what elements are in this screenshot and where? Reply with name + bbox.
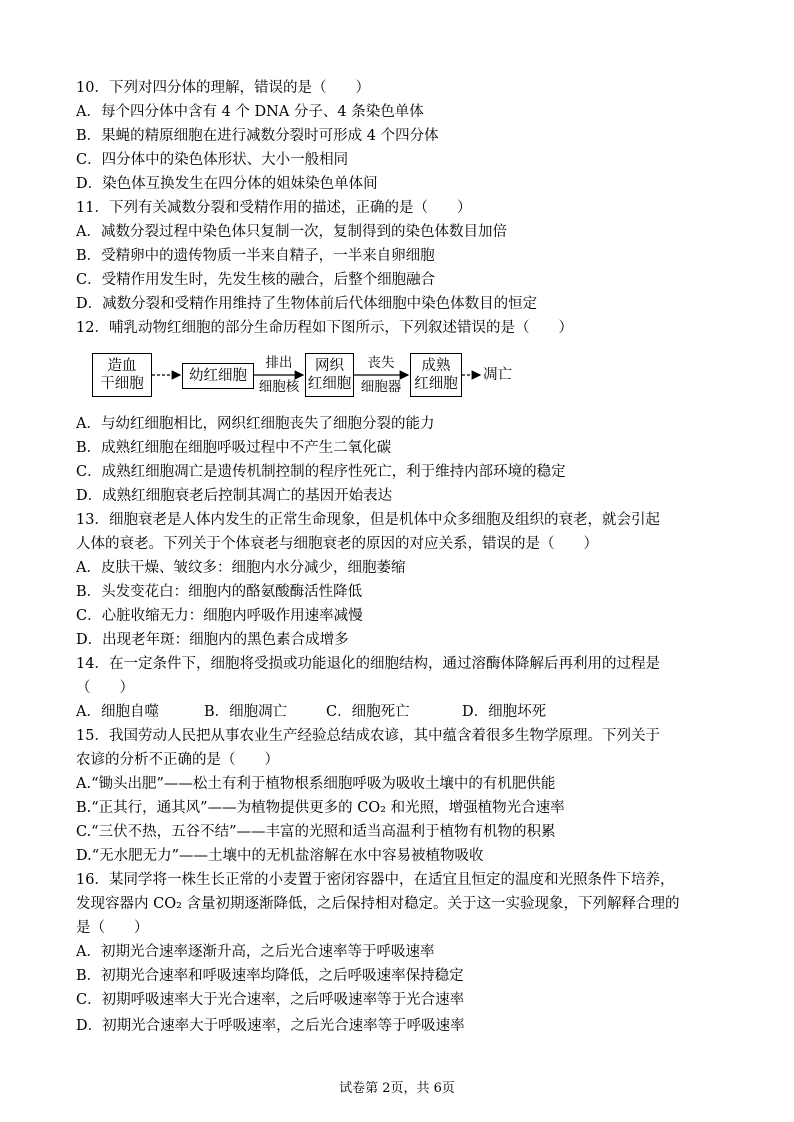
question-13-option-c: C．心脏收缩无力：细胞内呼吸作用速率减慢 xyxy=(76,608,363,624)
box-4-line-2: 红细胞 xyxy=(414,376,458,392)
question-12-option-a: A．与幼红细胞相比，网织红细胞丧失了细胞分裂的能力 xyxy=(76,416,435,432)
question-16-stem-line-1: 16．某同学将一株生长正常的小麦置于密闭容器中，在适宜且恒定的温度和光照条件下培养， xyxy=(76,872,675,888)
box-hematopoietic-stem-cell xyxy=(92,353,152,397)
question-12-option-c: C．成熟红细胞凋亡是遗传机制控制的程序性死亡，利于维持内部环境的稳定 xyxy=(76,464,566,480)
question-15-option-d: D.“无水肥无力”——土壤中的无机盐溶解在水中容易被植物吸收 xyxy=(76,848,484,864)
question-15-option-a: A.“锄头出肥”——松土有利于植物根系细胞呼吸为吸收土壤中的有机肥供能 xyxy=(76,776,556,792)
question-15-option-c: C.“三伏不热，五谷不结”——丰富的光照和适当高温利于植物有机物的积累 xyxy=(76,824,556,840)
question-13-option-d: D．出现老年斑：细胞内的黑色素合成增多 xyxy=(76,632,349,648)
question-10-stem: 10．下列对四分体的理解，错误的是（ ） xyxy=(76,80,370,96)
box-2-label: 幼红细胞 xyxy=(189,368,247,384)
question-14-option-d: D．细胞坏死 xyxy=(462,704,547,720)
question-16-stem-line-2: 发现容器内 CO₂ 含量初期逐渐降低，之后保持相对稳定。关于这一实验现象，下列解释合理的 xyxy=(76,896,680,912)
arrow-3-bottom-label: 细胞器 xyxy=(360,379,402,395)
box-reticulocyte xyxy=(305,353,354,397)
question-14-options xyxy=(76,700,546,724)
arrow-2-top-label: 排出 xyxy=(265,355,293,371)
question-16-option-d: D．初期光合速率大于呼吸速率，之后光合速率等于呼吸速率 xyxy=(76,1018,465,1034)
question-16-option-c: C．初期呼吸速率大于光合速率，之后呼吸速率等于光合速率 xyxy=(76,992,465,1008)
question-13-option-b: B．头发变花白：细胞内的酪氨酸酶活性降低 xyxy=(76,584,363,600)
question-16-stem-line-3: 是（ ） xyxy=(76,920,149,936)
question-16-option-b: B．初期光合速率和呼吸速率均降低，之后呼吸速率保持稳定 xyxy=(76,968,464,984)
question-10-option-a: A．每个四分体中含有 4 个 DNA 分子、4 条染色单体 xyxy=(76,104,424,120)
question-12-option-b: B．成熟红细胞在细胞呼吸过程中不产生二氧化碳 xyxy=(76,440,392,456)
question-15-stem-line-2: 农谚的分析不正确的是（ ） xyxy=(76,752,279,768)
box-mature-red-cell xyxy=(410,353,462,397)
question-15-stem-line-1: 15．我国劳动人民把从事农业生产经验总结成农谚，其中蕴含着很多生物学原理。下列关于 xyxy=(76,728,660,744)
box-3-line-1: 网织 xyxy=(315,358,344,374)
arrow-3-top-label: 丧失 xyxy=(367,355,395,371)
question-14-option-b: B．细胞凋亡 xyxy=(204,704,288,720)
box-1-line-1: 造血 xyxy=(107,358,137,374)
question-11-option-b: B．受精卵中的遗传物质一半来自精子，一半来自卵细胞 xyxy=(76,248,435,264)
box-3-line-2: 红细胞 xyxy=(307,376,352,392)
question-14-stem-line-1: 14．在一定条件下，细胞将受损或功能退化的细胞结构，通过溶酶体降解后再利用的过程是 xyxy=(76,656,660,672)
question-13-stem-line-2: 人体的衰老。下列关于个体衰老与细胞衰老的原因的对应关系，错误的是（ ） xyxy=(76,536,598,552)
question-10-option-b: B．果蝇的精原细胞在进行减数分裂时可形成 4 个四分体 xyxy=(76,128,439,144)
question-10-option-c: C．四分体中的染色体形状、大小一般相同 xyxy=(76,152,349,168)
question-11-stem: 11．下列有关减数分裂和受精作用的描述，正确的是（ ） xyxy=(76,200,472,216)
question-13-stem-line-1: 13．细胞衰老是人体内发生的正常生命现象，但是机体中众多细胞及组织的衰老，就会引起 xyxy=(76,512,660,528)
apoptosis-label: 凋亡 xyxy=(483,367,512,383)
question-11-option-a: A．减数分裂过程中染色体只复制一次，复制得到的染色体数目加倍 xyxy=(76,224,507,240)
question-11-option-c: C．受精作用发生时，先发生核的融合，后整个细胞融合 xyxy=(76,272,436,288)
question-15-option-b: B.“正其行，通其风”——为植物提供更多的 CO₂ 和光照，增强植物光合速率 xyxy=(76,800,565,816)
question-13-option-a: A．皮肤干燥、皱纹多：细胞内水分减少，细胞萎缩 xyxy=(76,560,406,576)
question-16-option-a: A．初期光合速率逐渐升高，之后光合速率等于呼吸速率 xyxy=(76,944,435,960)
box-erythroblast xyxy=(182,363,254,389)
page-footer: 试卷第 2页，共 6页 xyxy=(339,1081,455,1096)
box-1-line-2: 干细胞 xyxy=(100,376,144,392)
box-4-line-1: 成熟 xyxy=(421,358,451,374)
question-14-stem-line-2: （ ） xyxy=(76,680,134,696)
question-11-option-d: D．减数分裂和受精作用维持了生物体前后代体细胞中染色体数目的恒定 xyxy=(76,296,538,312)
question-14-option-c: C．细胞死亡 xyxy=(326,704,410,720)
question-14-option-a: A．细胞自噬 xyxy=(76,704,159,720)
arrow-2-bottom-label: 细胞核 xyxy=(258,379,300,395)
question-12-option-d: D．成熟红细胞衰老后控制其凋亡的基因开始表达 xyxy=(76,488,393,504)
red-blood-cell-flow-diagram xyxy=(92,350,532,400)
question-12-stem: 12．哺乳动物红细胞的部分生命历程如下图所示，下列叙述错误的是（ ） xyxy=(76,320,573,336)
question-10-option-d: D．染色体互换发生在四分体的姐妹染色单体间 xyxy=(76,176,378,192)
